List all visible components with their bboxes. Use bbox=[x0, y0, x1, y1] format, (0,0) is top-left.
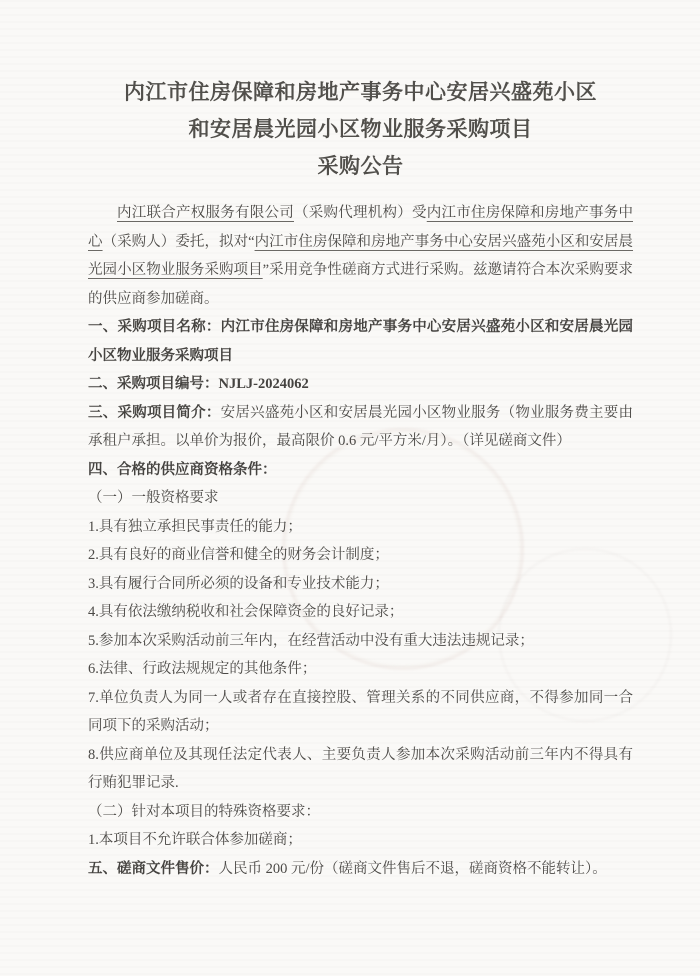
requirement-item-7 bbox=[88, 684, 633, 741]
section-label: 四、合格的供应商资格条件： bbox=[88, 461, 277, 478]
intro-text: （采购人）委托，拟对“ bbox=[102, 233, 255, 250]
line-text: 2.具有良好的商业信誉和健全的财务会计制度； bbox=[88, 547, 389, 563]
section-document-price bbox=[88, 855, 633, 884]
intro-text: （采购代理机构）受 bbox=[294, 205, 427, 221]
section-project-brief bbox=[88, 399, 633, 456]
line-text: 6.法律、行政法规规定的其他条件； bbox=[88, 661, 317, 677]
document-title bbox=[88, 74, 633, 185]
section-content: NJLJ-2024062 bbox=[218, 376, 309, 392]
section-content: 内江市住房保障和房地产事务中心安居兴盛苑小区和安居晨光园小区物业服务采购项目 bbox=[88, 319, 633, 364]
requirement-item-1 bbox=[88, 513, 633, 542]
title-line-1: 内江市住房保障和房地产事务中心安居兴盛苑小区 bbox=[124, 80, 597, 104]
line-text: 4.具有依法缴纳税收和社会保障资金的良好记录； bbox=[88, 604, 404, 620]
requirement-item-6 bbox=[88, 655, 633, 684]
purchaser-name: 内江市住房保障和房地产事务中心 bbox=[88, 205, 633, 250]
section-label: 一、采购项目名称： bbox=[88, 319, 221, 335]
line-text: （一）一般资格要求 bbox=[88, 490, 219, 506]
title-line-2: 和安居晨光园小区物业服务采购项目 bbox=[188, 117, 533, 141]
subsection-special-requirements bbox=[88, 798, 633, 827]
requirement-item-3 bbox=[88, 570, 633, 599]
requirement-item-5 bbox=[88, 627, 633, 656]
intro-text: ”采用竞争性磋商方式进行采购。兹邀请符合本次采购要求的供应商参加磋商。 bbox=[88, 262, 633, 307]
special-requirement-item-1 bbox=[88, 826, 633, 855]
intro-paragraph bbox=[88, 199, 633, 313]
document-body bbox=[88, 74, 633, 883]
project-name: 内江市住房保障和房地产事务中心安居兴盛苑小区和安居晨光园小区物业服务采购项目 bbox=[88, 233, 634, 278]
line-text: 3.具有履行合同所必须的设备和专业技术能力； bbox=[88, 575, 389, 592]
line-text: 8.供应商单位及其现任法定代表人、主要负责人参加本次采购活动前三年内不得具有行贿犯罪记录. bbox=[88, 746, 633, 791]
section-label: 二、采购项目编号： bbox=[88, 376, 219, 392]
requirement-item-4 bbox=[88, 598, 633, 627]
section-label: 五、磋商文件售价： bbox=[88, 860, 219, 877]
title-line-3: 采购公告 bbox=[317, 154, 404, 178]
requirement-item-8 bbox=[88, 741, 633, 798]
line-text: （二）针对本项目的特殊资格要求： bbox=[88, 803, 320, 820]
section-content: 人民币 200 元/份（磋商文件售后不退，磋商资格不能转让）。 bbox=[218, 860, 607, 877]
line-text: 7.单位负责人为同一人或者存在直接控股、管理关系的不同供应商，不得参加同一合同项下的采购活动； bbox=[88, 689, 633, 734]
requirement-item-2 bbox=[88, 541, 633, 570]
subsection-general-requirements bbox=[88, 484, 633, 513]
line-text: 1.具有独立承担民事责任的能力； bbox=[88, 518, 302, 535]
section-project-name bbox=[88, 313, 633, 370]
agency-name: 内江联合产权服务有限公司 bbox=[117, 205, 294, 221]
section-content: 安居兴盛苑小区和安居晨光园小区物业服务（物业服务费主要由承租户承担。以单价为报价，最高限价 0.6 元/平方米/月）。（详见磋商文件） bbox=[88, 404, 633, 449]
line-text: 5.参加本次采购活动前三年内，在经营活动中没有重大违法违规记录； bbox=[88, 632, 534, 649]
section-label: 三、采购项目简介： bbox=[88, 404, 221, 421]
section-supplier-qualifications bbox=[88, 456, 633, 485]
section-project-number bbox=[88, 370, 633, 399]
line-text: 1.本项目不允许联合体参加磋商； bbox=[88, 832, 302, 848]
